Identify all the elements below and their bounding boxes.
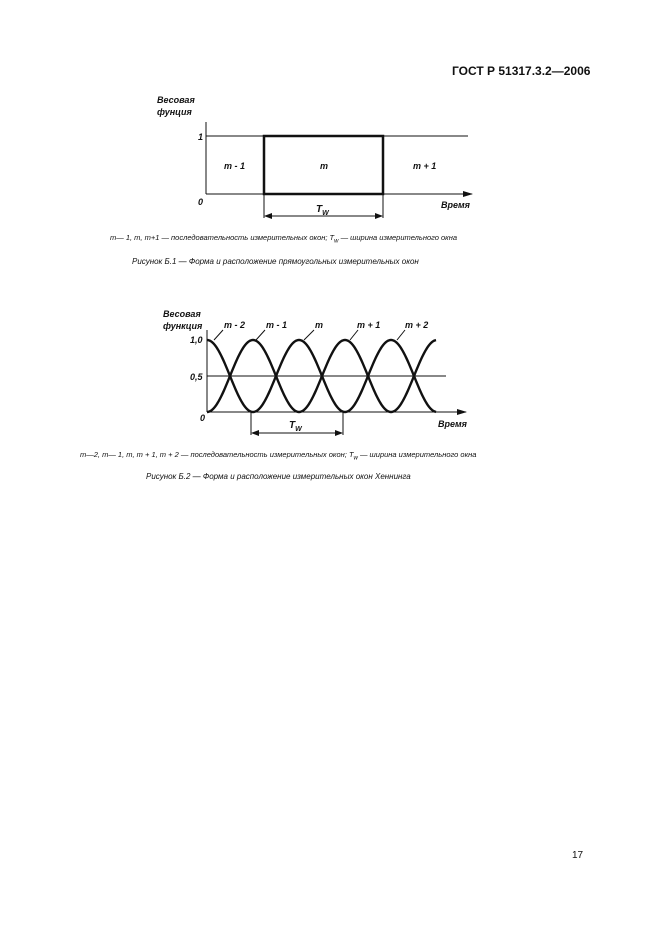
figure1-caption: Рисунок Б.1 — Форма и расположение прямоугольных измерительных окон (132, 257, 419, 266)
window-prev-label: m - 1 (224, 161, 246, 171)
curve-label-m-1: m - 1 (266, 320, 288, 330)
figure2-legend: m—2, m— 1, m, m + 1, m + 2 — последовательность измерительных окон; $T_w$ — ширина измерительного окна (80, 450, 477, 462)
label-leader-m-1 (256, 330, 265, 340)
y-axis-label-line1: Весовая (163, 309, 201, 319)
x-axis-label: Время (438, 419, 467, 429)
y-axis-label-line2: функция (163, 321, 203, 331)
y-axis-label-line2: фунция (157, 107, 192, 117)
label-leader-m+1 (350, 330, 358, 340)
tick-one-label: 1 (198, 132, 204, 142)
figure1-legend: m— 1, m, m+1 — последовательность измерительных окон; $T_w$ — ширина измерительного окна (110, 233, 458, 245)
curve-label-m+1: m + 1 (357, 320, 381, 330)
page-number: 17 (572, 850, 584, 861)
tick-zero-label: 0 (198, 197, 204, 207)
tick-one-label: 1,0 (190, 335, 203, 345)
tick-zero-label: 0 (200, 413, 206, 423)
tick-half-label: 0,5 (190, 372, 203, 382)
curve-label-m+2: m + 2 (405, 320, 429, 330)
document-number: ГОСТ Р 51317.3.2—2006 (452, 64, 591, 78)
curve-label-m-2: m - 2 (224, 320, 246, 330)
tw-label: $T_W$ (316, 204, 329, 217)
label-leader-m+2 (397, 330, 405, 340)
figure2-caption: Рисунок Б.2 — Форма и расположение измерительных окон Хеннинга (146, 472, 411, 481)
x-axis-label: Время (441, 200, 470, 210)
window-next-label: m + 1 (413, 161, 437, 171)
window-cur-label: m (320, 161, 329, 171)
y-axis-label-line1: Весовая (157, 95, 195, 105)
tw-label: $T_W$ (289, 420, 302, 433)
curve-label-m: m (315, 320, 324, 330)
label-leader-m (304, 330, 314, 340)
label-leader-m-2 (214, 330, 223, 340)
